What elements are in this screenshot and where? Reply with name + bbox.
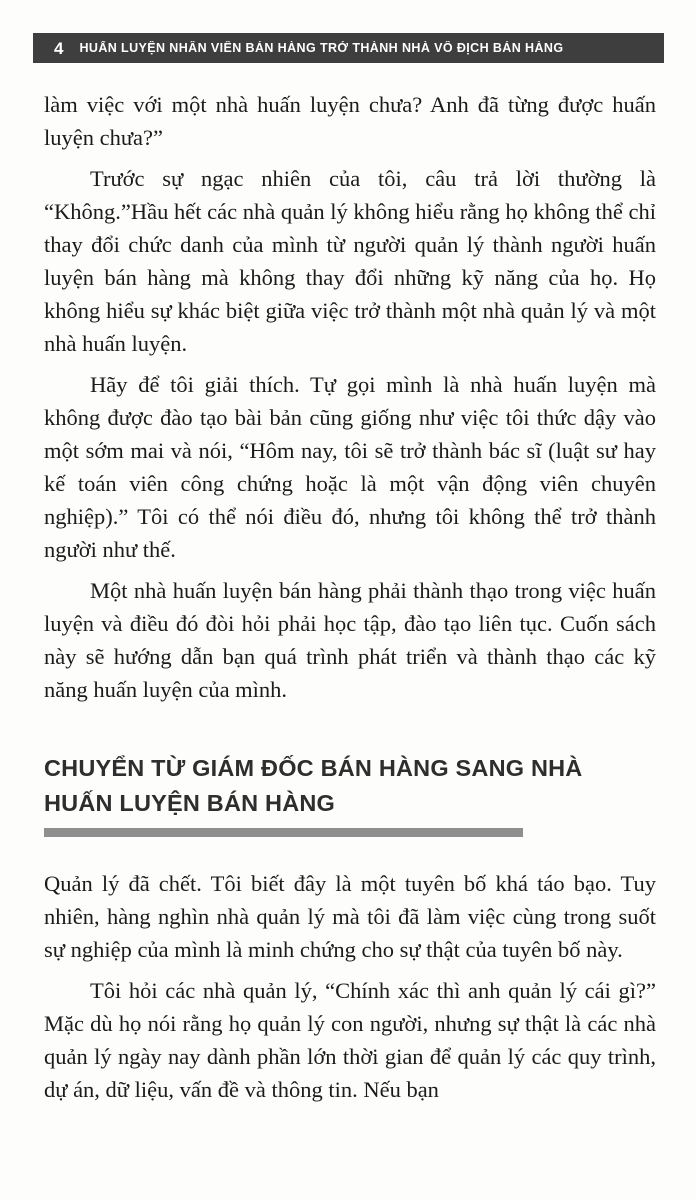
- paragraph: Trước sự ngạc nhiên của tôi, câu trả lời thường là “Không.”Hầu hết các nhà quản lý không hiểu rằng họ không thể chỉ thay đổi chức danh của mình từ người quản lý thành người huấn luyện bán hàng mà không thay đổi những kỹ năng của họ. Họ không hiểu sự khác biệt giữa việc trở thành một nhà quản lý và một nhà huấn luyện.: [44, 166, 656, 356]
- paragraph: Quản lý đã chết. Tôi biết đây là một tuyên bố khá táo bạo. Tuy nhiên, hàng nghìn nhà quản lý mà tôi đã làm việc cùng trong suốt sự nghiệp của mình là minh chứng cho sự thật của tuyên bố này.: [44, 871, 656, 962]
- paragraph: Tôi hỏi các nhà quản lý, “Chính xác thì anh quản lý cái gì?” Mặc dù họ nói rằng họ quản lý con người, nhưng sự thật là các nhà quản lý ngày nay dành phần lớn thời gian để quản lý các quy trình, dự án, dữ liệu, vấn đề và thông tin. Nếu bạn: [44, 978, 656, 1102]
- heading-underline-bar: [44, 828, 523, 837]
- paragraph: Hãy để tôi giải thích. Tự gọi mình là nhà huấn luyện mà không được đào tạo bài bản cũng giống như việc tôi thức dậy vào một sớm mai và nói, “Hôm nay, tôi sẽ trở thành bác sĩ (luật sư hay kế toán viên công chứng hoặc là một vận động viên chuyên nghiệp).” Tôi có thể nói điều đó, nhưng tôi không thể trở thành người như thế.: [44, 372, 656, 562]
- running-header-bar: [33, 33, 664, 63]
- page-number: 4: [54, 38, 64, 58]
- paragraph-continuation: làm việc với một nhà huấn luyện chưa? Anh đã từng được huấn luyện chưa?”: [44, 92, 656, 150]
- page-content: [44, 88, 656, 1114]
- section-heading: CHUYỂN TỪ GIÁM ĐỐC BÁN HÀNG SANG NHÀ HUẤN LUYỆN BÁN HÀNG: [44, 755, 583, 816]
- running-head-title: HUẤN LUYỆN NHÂN VIÊN BÁN HÀNG TRỞ THÀNH NHÀ VÔ ĐỊCH BÁN HÀNG: [79, 41, 564, 55]
- paragraph: Một nhà huấn luyện bán hàng phải thành thạo trong việc huấn luyện và điều đó đòi hỏi phải học tập, đào tạo liên tục. Cuốn sách này sẽ hướng dẫn bạn quá trình phát triển và thành thạo các kỹ năng huấn luyện của mình.: [44, 578, 656, 702]
